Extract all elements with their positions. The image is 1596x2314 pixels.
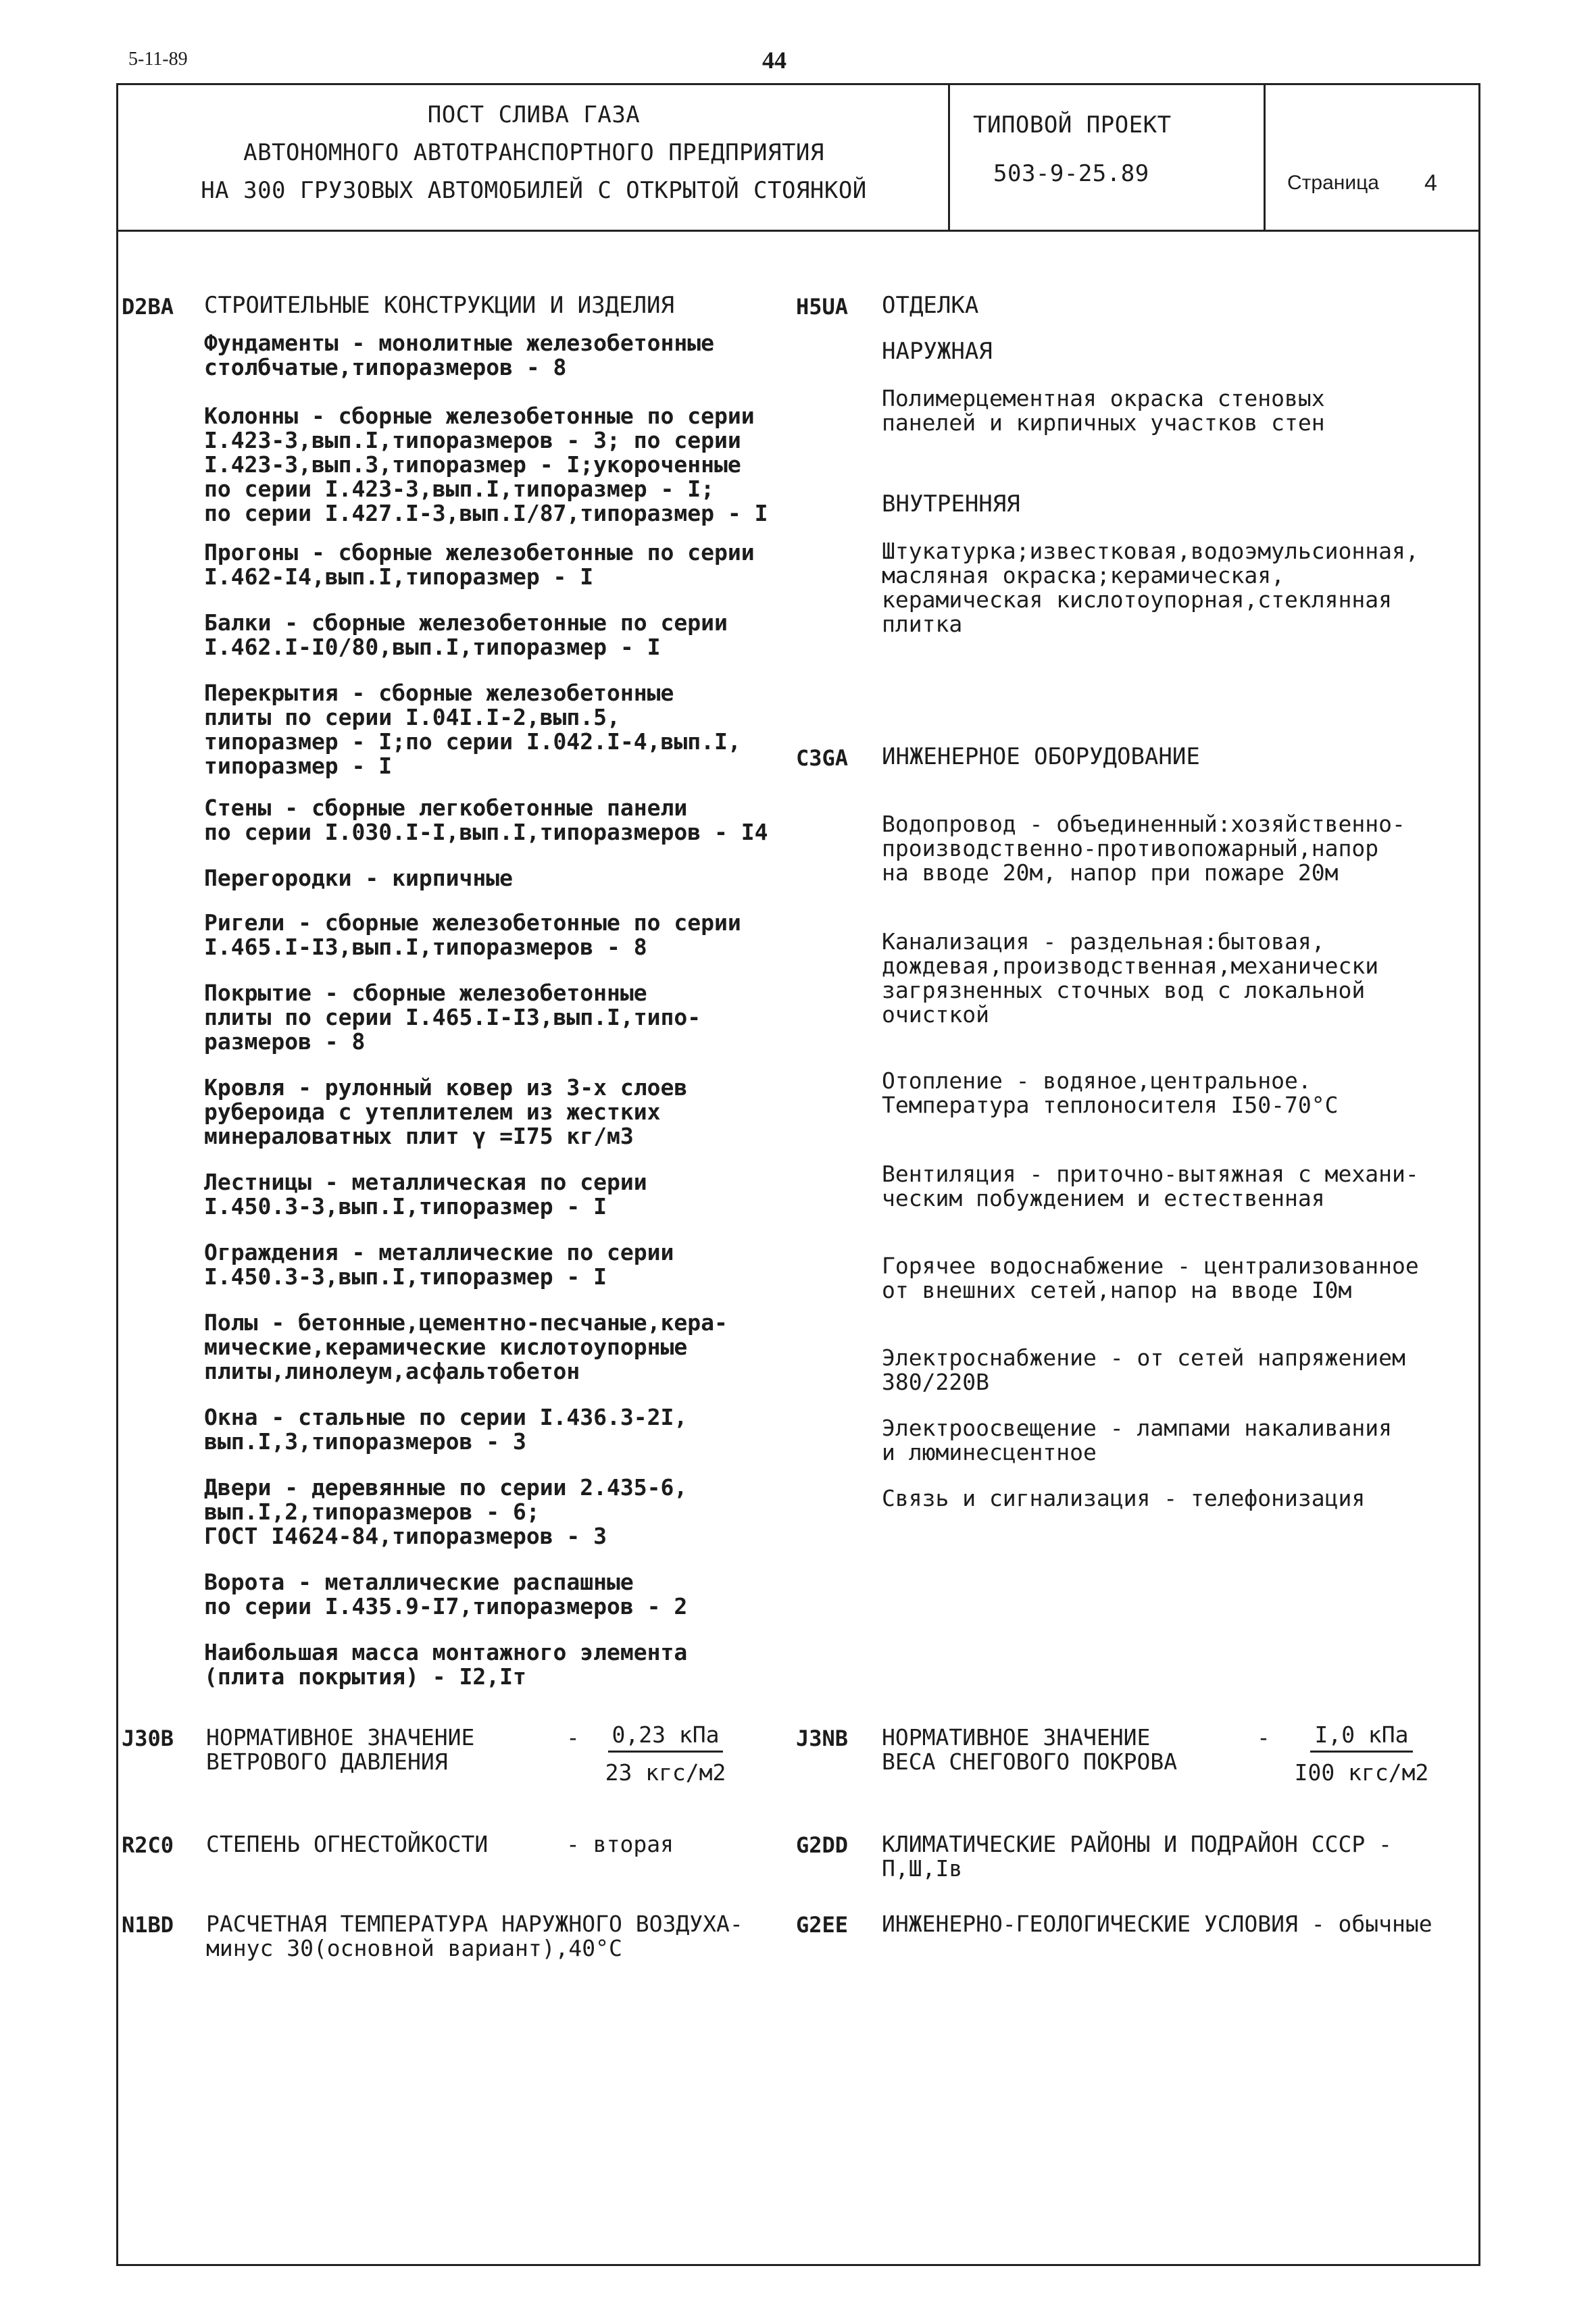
- item-slabs: Перекрытия - сборные железобетонные плиты по серии I.04I.I-2,вып.5, типоразмер - I;по серии I.042.I-4,вып.I, типоразмер - I: [204, 680, 741, 779]
- project-label: ТИПОВОЙ ПРОЕКТ: [973, 111, 1172, 139]
- eng-power: Электроснабжение - от сетей напряжением 380/220В: [882, 1344, 1405, 1395]
- geo-label: ИНЖЕНЕРНО-ГЕОЛОГИЧЕСКИЕ УСЛОВИЯ - обычные: [882, 1911, 1432, 1937]
- item-doors: Двери - деревянные по серии 2.435-6, вып.I,2,типоразмеров - 6; ГОСТ I4624-84,типоразмеров - 3: [204, 1474, 688, 1549]
- code-g2dd: G2DD: [796, 1832, 849, 1858]
- header-vline-1: [948, 83, 950, 232]
- item-partitions: Перегородки - кирпичные: [204, 865, 513, 891]
- code-n1bd: N1BD: [122, 1912, 174, 1938]
- eng-heating: Отопление - водяное,центральное. Температура теплоносителя I50-70°С: [882, 1067, 1339, 1118]
- wind-value-kpa: 0,23 кПа: [608, 1721, 724, 1753]
- eng-hot-water: Горячее водоснабжение - централизованное от внешних сетей,напор на вводе I0м: [882, 1253, 1419, 1303]
- item-beams: Балки - сборные железобетонные по серии I.462.I-I0/80,вып.I,типоразмер - I: [204, 609, 728, 660]
- wind-value: [595, 1721, 737, 1786]
- item-foundations: Фундаменты - монолитные железобетонные столбчатые,типоразмеров - 8: [204, 330, 714, 380]
- item-roofing: Кровля - рулонный ковер из 3-х слоев рубероида с утеплителем из жестких минераловатных плит γ =I75 кг/м3: [204, 1074, 688, 1149]
- wind-dash: -: [566, 1724, 580, 1751]
- wind-value-kgs: 23 кгс/м2: [605, 1759, 726, 1786]
- item-stairs: Лестницы - металлическая по серии I.450.3-3,вып.I,типоразмер - I: [204, 1169, 647, 1219]
- snow-value: [1280, 1721, 1443, 1786]
- finish-inner-text: Штукатурка;известковая,водоэмульсионная, масляная окраска;керамическая, керамическая кислотоупорная,стеклянная плитка: [882, 538, 1419, 637]
- item-walls: Стены - сборные легкобетонные панели по серии I.030.I-I,вып.I,типоразмеров - I4: [204, 795, 768, 845]
- section-heading-finish: ОТДЕЛКА: [882, 292, 979, 319]
- climate-label: КЛИМАТИЧЕСКИЕ РАЙОНЫ И ПОДРАЙОН СССР - П,Ш,Iв: [882, 1831, 1392, 1882]
- section-code-c3ga: C3GA: [796, 745, 849, 771]
- wind-label: НОРМАТИВНОЕ ЗНАЧЕНИЕ ВЕТРОВОГО ДАВЛЕНИЯ: [206, 1724, 475, 1775]
- code-j3nb: J3NB: [796, 1726, 849, 1751]
- item-purlins: Прогоны - сборные железобетонные по серии I.462-I4,вып.I,типоразмер - I: [204, 539, 755, 590]
- section-heading-engineering: ИНЖЕНЕРНОЕ ОБОРУДОВАНИЕ: [882, 743, 1200, 770]
- snow-value-kgs: I00 кгс/м2: [1294, 1759, 1429, 1786]
- page-value: 4: [1424, 170, 1437, 196]
- header-divider: [116, 230, 1478, 232]
- title-line-1: ПОСТ СЛИВА ГАЗА: [427, 101, 641, 128]
- title-line-2: АВТОНОМНОГО АВТОТРАНСПОРТНОГО ПРЕДПРИЯТИЯ: [243, 139, 824, 166]
- eng-lighting: Электроосвещение - лампами накаливания и люминесцентное: [882, 1415, 1392, 1465]
- header-title: [135, 101, 932, 215]
- page-label: Страница: [1287, 172, 1379, 194]
- snow-label: НОРМАТИВНОЕ ЗНАЧЕНИЕ ВЕСА СНЕГОВОГО ПОКРОВА: [882, 1724, 1178, 1775]
- eng-communications: Связь и сигнализация - телефонизация: [882, 1485, 1366, 1511]
- section-code-h5ua: H5UA: [796, 294, 849, 320]
- project-number: 503-9-25.89: [993, 160, 1149, 187]
- section-heading-constructions: СТРОИТЕЛЬНЫЕ КОНСТРУКЦИИ И ИЗДЕЛИЯ: [204, 292, 674, 319]
- item-roof-slabs: Покрытие - сборные железобетонные плиты по серии I.465.I-I3,вып.I,типо- размеров - 8: [204, 980, 701, 1055]
- code-j30b: J30B: [122, 1726, 174, 1751]
- section-code-d2ba: D2BA: [122, 294, 174, 320]
- code-g2ee: G2EE: [796, 1912, 849, 1938]
- code-r2c0: R2C0: [122, 1832, 174, 1858]
- item-gates: Ворота - металлические распашные по серии I.435.9-I7,типоразмеров - 2: [204, 1569, 688, 1619]
- eng-water-supply: Водопровод - объединенный:хозяйственно- производственно-противопожарный,напор на вводе 20м, напор при пожаре 20м: [882, 811, 1405, 886]
- item-girders: Ригели - сборные железобетонные по серии I.465.I-I3,вып.I,типоразмеров - 8: [204, 909, 741, 960]
- item-columns: Колонны - сборные железобетонные по серии I.423-3,вып.I,типоразмеров - 3; по серии I.423-3,вып.3,типоразмер - I;укороченные по серии I.423-3,вып.I,типоразмер - I; по серии I.427.I-3,вып.I/87,типоразмер - I: [204, 403, 768, 526]
- snow-dash: -: [1257, 1724, 1270, 1751]
- sheet-number: 44: [762, 47, 787, 74]
- temp-label: РАСЧЕТНАЯ ТЕМПЕРАТУРА НАРУЖНОГО ВОЗДУХА- минус 30(основной вариант),40°С: [206, 1911, 743, 1961]
- header-vline-2: [1264, 83, 1266, 232]
- item-railings: Ограждения - металлические по серии I.450.3-3,вып.I,типоразмер - I: [204, 1239, 674, 1290]
- finish-inner-label: ВНУТРЕННЯЯ: [882, 491, 1020, 518]
- item-floors: Полы - бетонные,цементно-песчаные,кера- мические,керамические кислотоупорные плиты,линолеум,асфальтобетон: [204, 1309, 728, 1384]
- item-windows: Окна - стальные по серии I.436.3-2I, вып.I,3,типоразмеров - 3: [204, 1404, 688, 1455]
- eng-ventilation: Вентиляция - приточно-вытяжная с механи- ческим побуждением и естественная: [882, 1161, 1419, 1211]
- title-line-3: НА 300 ГРУЗОВЫХ АВТОМОБИЛЕЙ С ОТКРЫТОЙ СТОЯНКОЙ: [201, 177, 867, 204]
- item-max-mass: Наибольшая масса монтажного элемента (плита покрытия) - I2,Iт: [204, 1639, 688, 1690]
- fire-label: СТЕПЕНЬ ОГНЕСТОЙКОСТИ: [206, 1831, 489, 1857]
- finish-outer-label: НАРУЖНАЯ: [882, 338, 993, 365]
- finish-outer-text: Полимерцементная окраска стеновых панелей и кирпичных участков стен: [882, 385, 1325, 436]
- snow-value-kpa: I,0 кПа: [1310, 1721, 1412, 1753]
- fire-value: - вторая: [566, 1831, 674, 1857]
- eng-sewerage: Канализация - раздельная:бытовая, дождевая,производственная,механически загрязненных сточных вод с локальной очисткой: [882, 928, 1379, 1028]
- date-stamp: 5-11-89: [128, 49, 188, 70]
